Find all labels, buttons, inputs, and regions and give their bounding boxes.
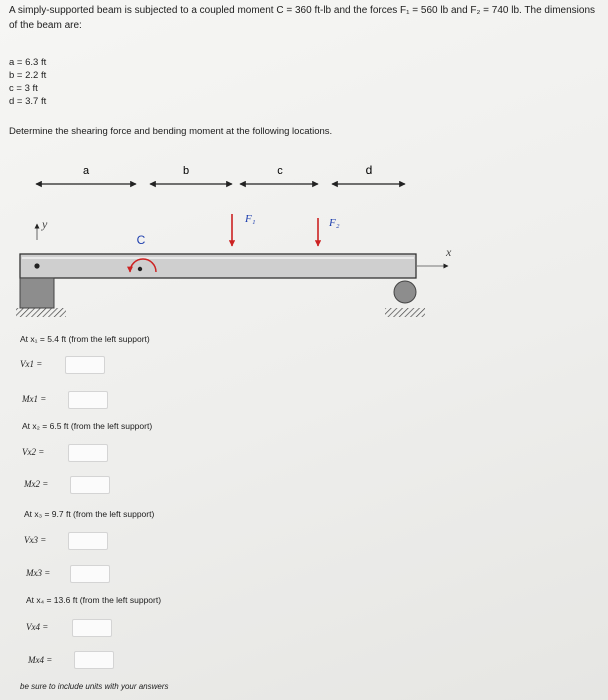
location-2-text: At x₂ = 6.5 ft (from the left support) — [22, 421, 153, 431]
location-4-text: At x₄ = 13.6 ft (from the left support) — [26, 595, 162, 605]
dimension-d: d = 3.7 ft — [9, 96, 47, 107]
units-reminder: be sure to include units with your answers — [20, 682, 169, 691]
segment-label-d: d — [365, 163, 373, 177]
moment-label-3: Mx3 = — [26, 568, 51, 578]
shear-input-2[interactable] — [68, 444, 108, 462]
force-f1-label: F₁ — [245, 213, 256, 225]
dimension-arrows — [36, 163, 405, 184]
dimension-c: c = 3 ft — [9, 83, 38, 94]
dimension-b: b = 2.2 ft — [9, 70, 47, 81]
instruction-text: Determine the shearing force and bending moment at the following locations. — [9, 126, 333, 137]
segment-label-a: a — [82, 165, 90, 177]
moment-input-3[interactable] — [70, 565, 110, 583]
x-axis-label: x — [446, 245, 452, 259]
force-f2-label: F₂ — [329, 217, 340, 229]
shear-label-4: Vx4 = — [26, 622, 49, 632]
moment-input-2[interactable] — [70, 476, 110, 494]
right-roller-support — [385, 281, 425, 317]
moment-input-4[interactable] — [74, 651, 114, 669]
shear-input-1[interactable] — [65, 356, 105, 374]
shear-input-3[interactable] — [68, 532, 108, 550]
y-axis-label: y — [42, 217, 48, 231]
segment-label-c: c — [277, 165, 283, 177]
problem-statement: A simply-supported beam is subjected to a coupled moment C = 360 ft-lb and the forces F₁ = 560 lb and F₂ = 740 lb. The dimensions of the beam are: — [9, 5, 596, 31]
dimension-a: a = 6.3 ft — [9, 57, 47, 68]
force-f1 — [232, 213, 256, 246]
moment-label: C — [136, 233, 146, 247]
moment-input-1[interactable] — [68, 391, 108, 409]
beam-dimensions-list — [9, 56, 46, 108]
shear-label-1: Vx1 = — [20, 359, 43, 369]
shear-label-3: Vx3 = — [24, 535, 47, 545]
moment-label-2: Mx2 = — [24, 479, 49, 489]
shear-input-4[interactable] — [72, 619, 112, 637]
beam-diagram — [0, 150, 608, 325]
moment-label-1: Mx1 = — [22, 394, 47, 404]
location-1-text: At x₁ = 5.4 ft (from the left support) — [20, 334, 150, 344]
location-3-text: At x₃ = 9.7 ft (from the left support) — [24, 509, 155, 519]
moment-label-4: Mx4 = — [28, 655, 53, 665]
segment-label-b: b — [182, 165, 190, 177]
shear-label-2: Vx2 = — [22, 447, 45, 457]
force-f2 — [318, 217, 340, 246]
